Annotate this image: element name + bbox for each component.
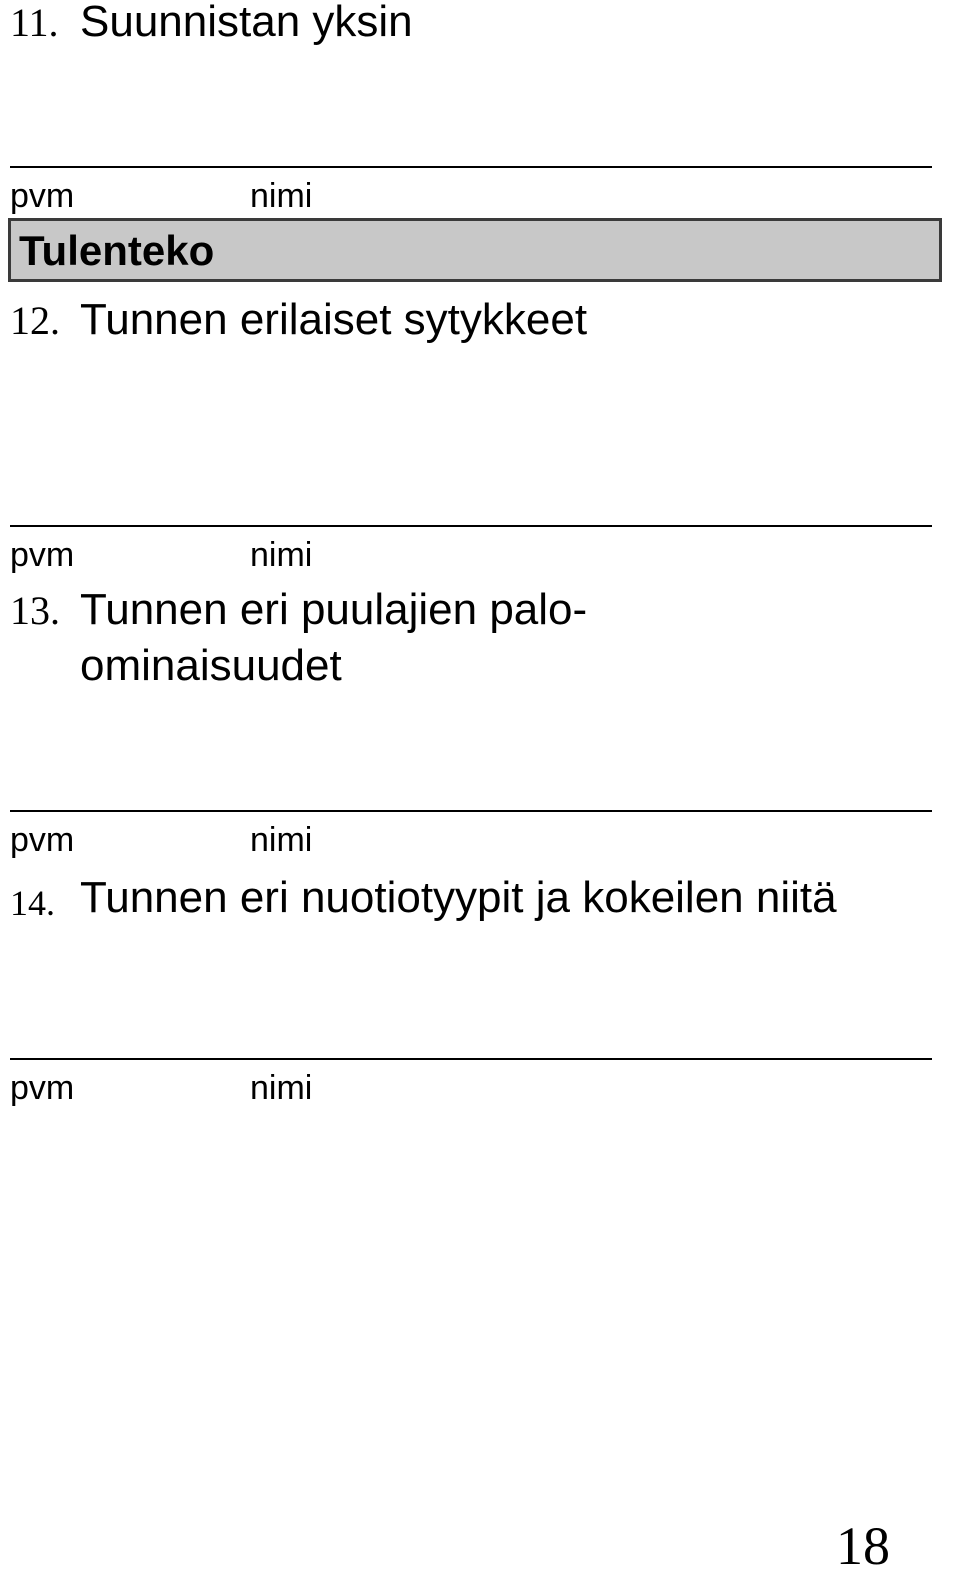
item-12-number: 12. xyxy=(10,298,60,343)
date-label-14: pvm xyxy=(10,1069,75,1107)
item-13-text-line-1: Tunnen eri puulajien palo- xyxy=(80,585,588,634)
date-label-12: pvm xyxy=(10,536,75,574)
item-12-text: Tunnen erilaiset sytykkeet xyxy=(80,295,588,344)
name-label-12: nimi xyxy=(250,536,313,574)
item-13-text-line-2: ominaisuudet xyxy=(80,641,342,690)
date-label-13: pvm xyxy=(10,821,75,859)
signature-line-14 xyxy=(10,1058,932,1060)
section-header-band xyxy=(8,218,942,282)
name-label-14: nimi xyxy=(250,1069,313,1107)
signature-line-13 xyxy=(10,810,932,812)
signature-line-12 xyxy=(10,525,932,527)
signature-line-11 xyxy=(10,166,932,168)
item-14-text: Tunnen eri nuotiotyypit ja kokeilen niitä xyxy=(80,873,837,922)
date-label-11: pvm xyxy=(10,177,75,215)
item-14-number: 14. xyxy=(10,883,55,923)
item-11-number: 11. xyxy=(10,0,59,45)
item-11-text: Suunnistan yksin xyxy=(80,0,413,46)
item-13-number: 13. xyxy=(10,588,60,633)
section-title: Tulenteko xyxy=(19,227,215,274)
name-label-11: nimi xyxy=(250,177,313,215)
name-label-13: nimi xyxy=(250,821,313,859)
page-number: 18 xyxy=(836,1516,890,1576)
